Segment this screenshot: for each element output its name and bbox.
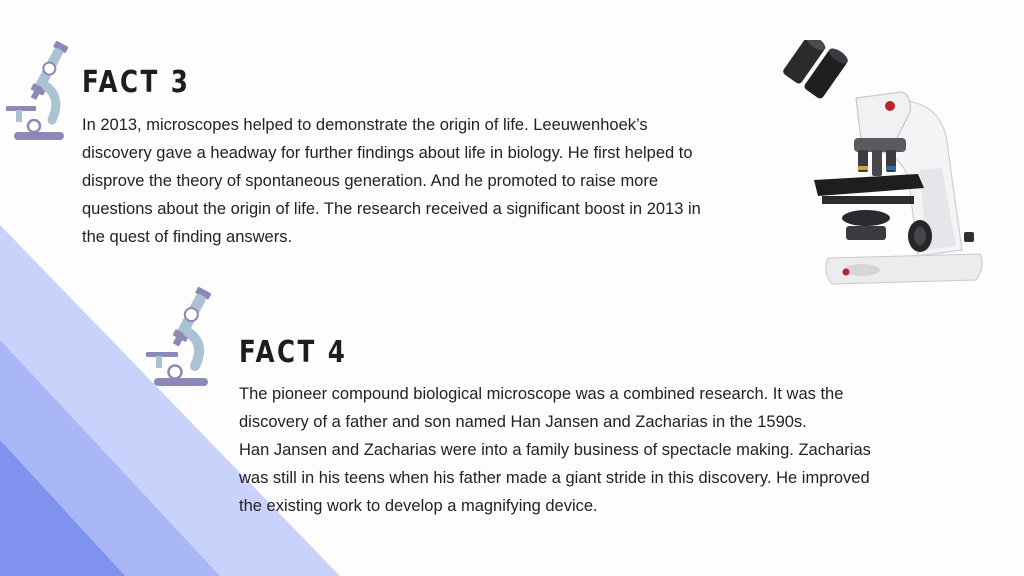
fact4-line: was still in his teens when his father made a giant stride in this discovery. He improved [239,469,870,487]
fact4-line: The pioneer compound biological microscope was a combined research. It was the [239,385,844,403]
fact4-line: discovery of a father and son named Han Jansen and Zacharias in the 1590s. [239,413,807,431]
fact3-heading: FACT 3 [82,65,191,100]
fact4-line: Han Jansen and Zacharias were into a family business of spectacle making. Zacharias [239,441,871,459]
fact4-heading: FACT 4 [239,335,348,370]
fact3-body [82,111,701,251]
fact3-line: disprove the theory of spontaneous generation. And he promoted to raise more [82,172,659,190]
fact3-line: questions about the origin of life. The research received a significant boost in 2013 in [82,200,701,218]
fact3-line: discovery gave a headway for further findings about life in biology. He first helped to [82,144,693,162]
fact4-line: the existing work to develop a magnifying device. [239,497,598,515]
fact3-line: In 2013, microscopes helped to demonstrate the origin of life. Leeuwenhoek’s [82,116,648,134]
microscope-icon [2,36,68,142]
fact3-line: the quest of finding answers. [82,228,293,246]
microscope-photo [770,40,988,296]
fact4-body [239,380,871,520]
microscope-icon [140,282,212,388]
